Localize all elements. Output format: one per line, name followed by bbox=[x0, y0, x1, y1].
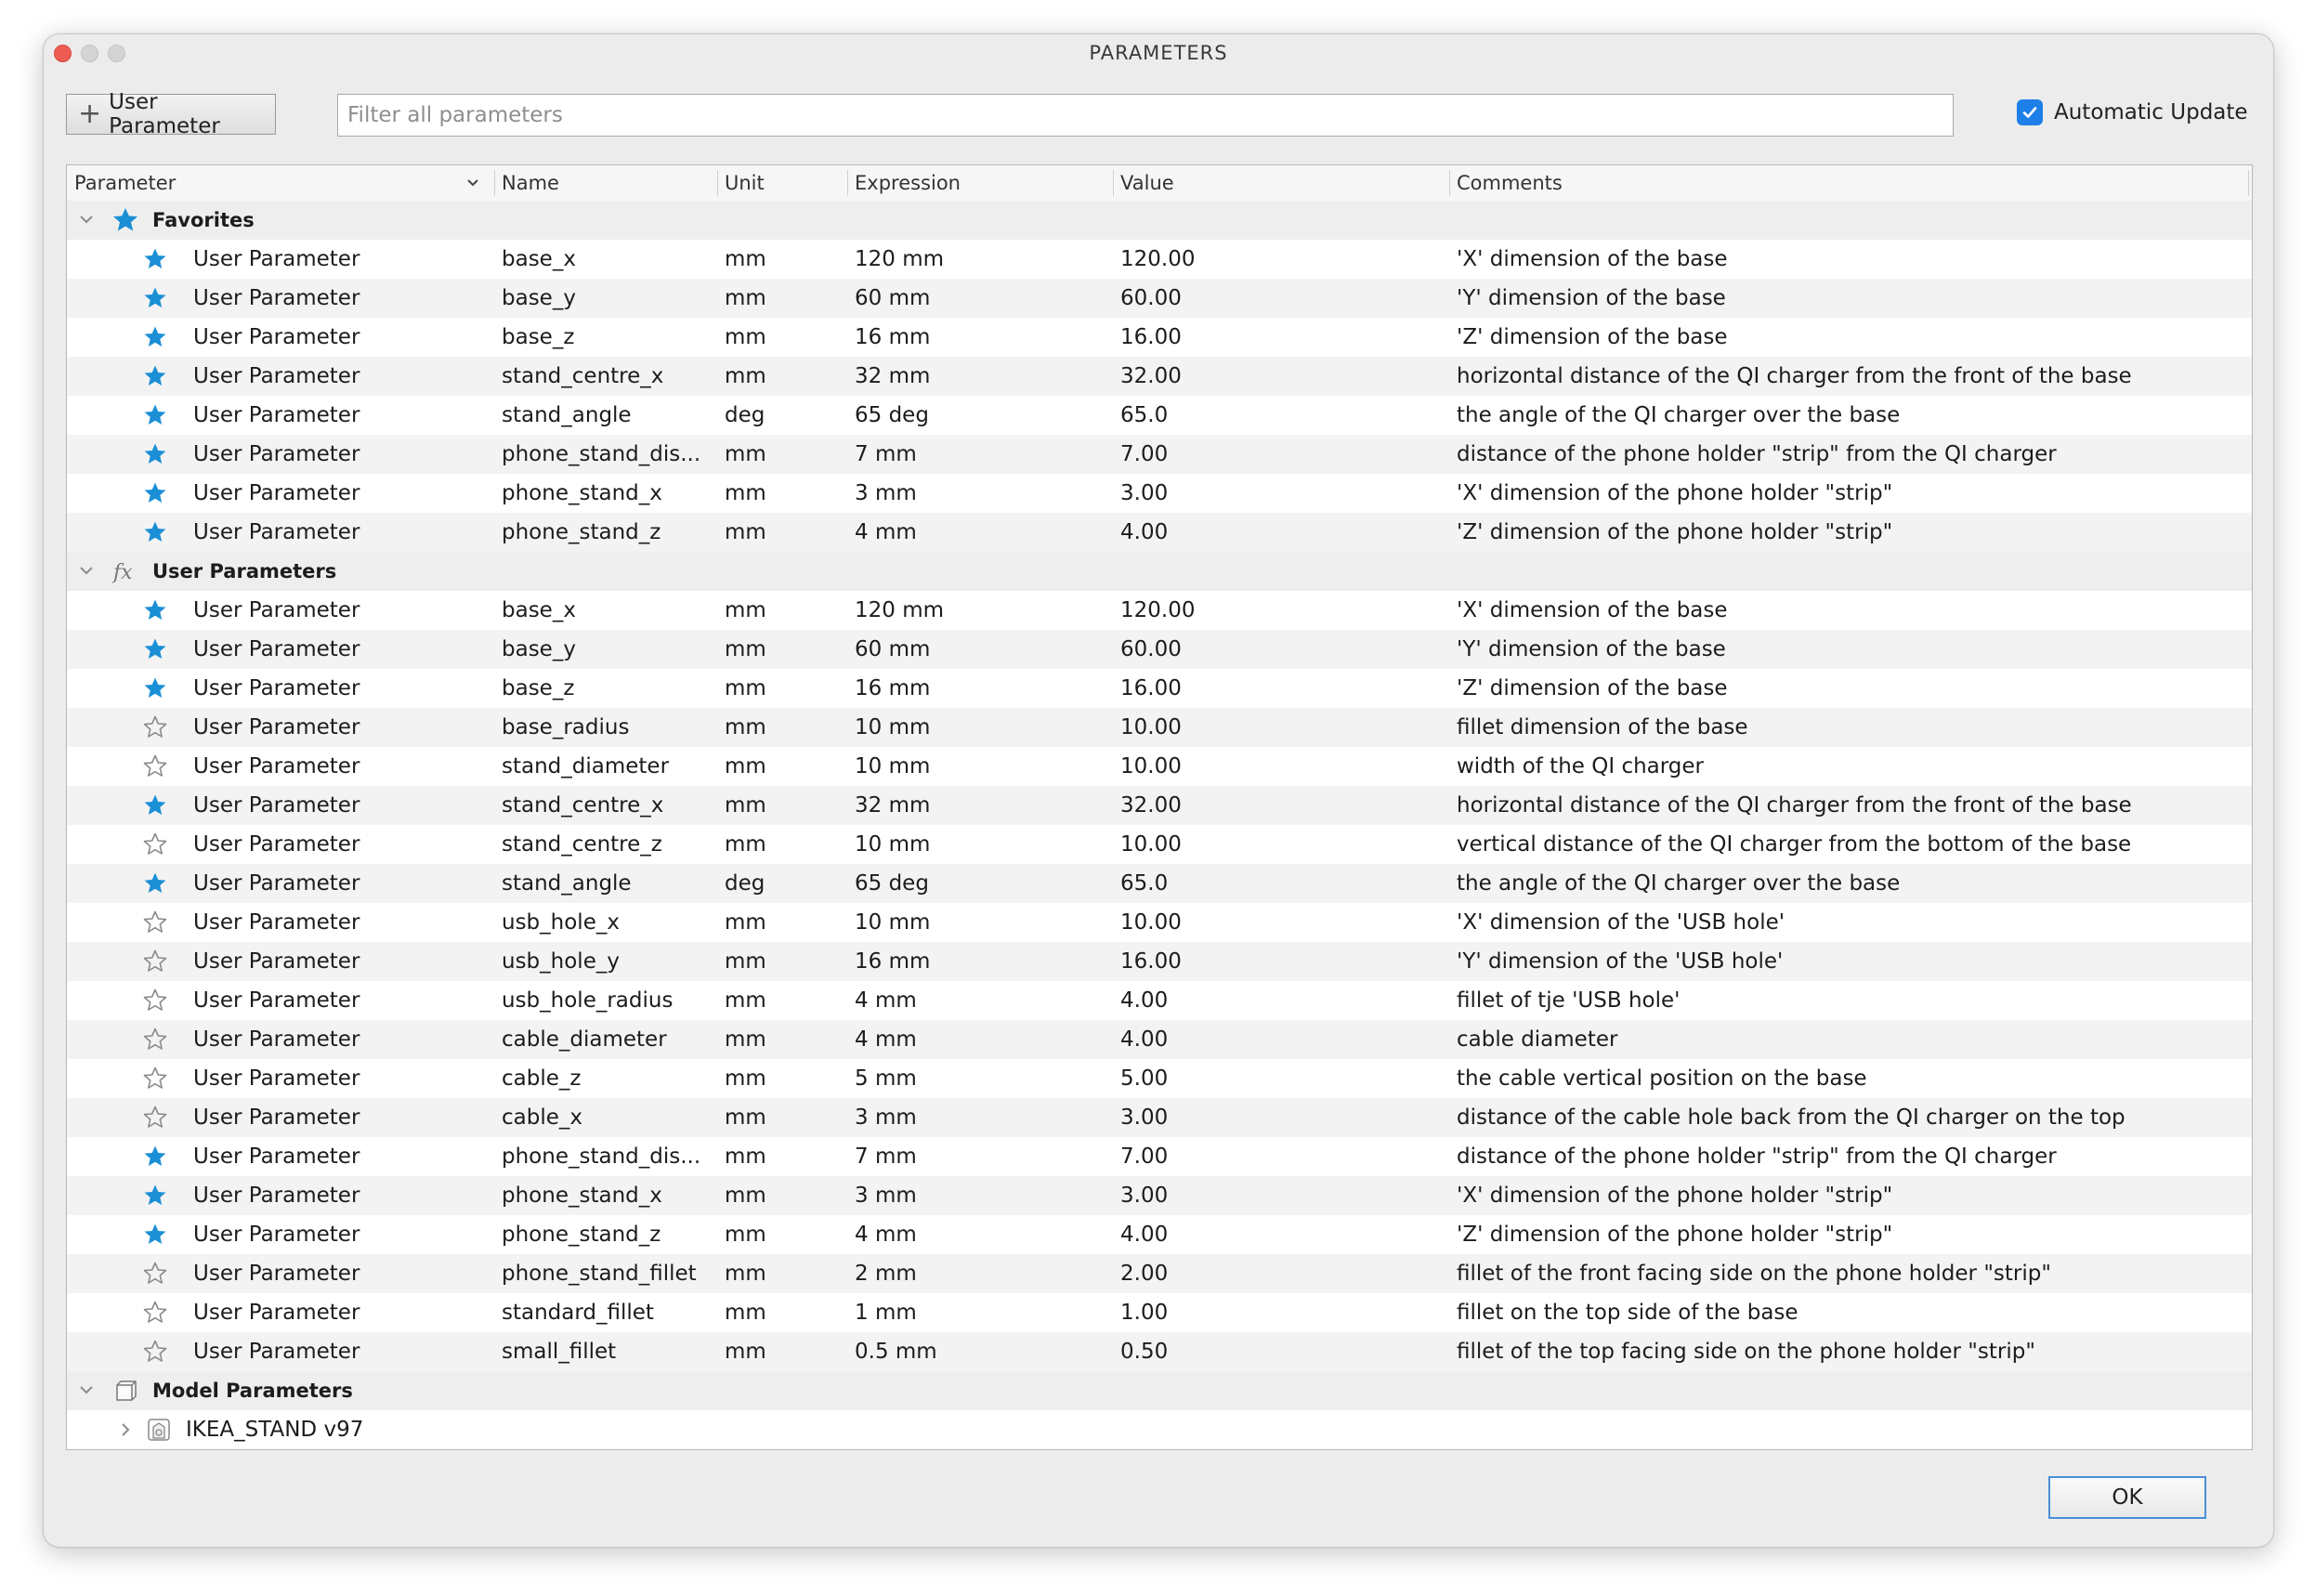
parameter-type: User Parameter bbox=[193, 1184, 360, 1208]
parameter-name: small_fillet bbox=[502, 1340, 617, 1364]
table-row[interactable] bbox=[67, 1293, 2252, 1332]
parameter-name: phone_stand_x bbox=[502, 1184, 662, 1208]
parameter-expression: 10 mm bbox=[855, 754, 931, 778]
parameter-name: usb_hole_x bbox=[502, 910, 620, 935]
parameter-value: 4.00 bbox=[1120, 988, 1169, 1013]
table-row[interactable] bbox=[67, 864, 2252, 903]
table-row[interactable] bbox=[67, 1176, 2252, 1215]
parameter-expression: 4 mm bbox=[855, 988, 917, 1013]
parameter-value: 4.00 bbox=[1120, 520, 1169, 544]
star-outline-icon[interactable] bbox=[143, 747, 167, 786]
chevron-right-icon[interactable] bbox=[117, 1410, 134, 1449]
parameter-type: User Parameter bbox=[193, 715, 360, 739]
parameter-comment: the cable vertical position on the base bbox=[1457, 1066, 1867, 1091]
star-filled-icon[interactable] bbox=[143, 1137, 167, 1176]
parameter-unit: deg bbox=[725, 871, 765, 896]
parameter-value: 16.00 bbox=[1120, 676, 1182, 700]
star-filled-icon[interactable] bbox=[143, 513, 167, 552]
parameter-type: User Parameter bbox=[193, 364, 360, 388]
parameter-expression: 0.5 mm bbox=[855, 1340, 937, 1364]
parameter-unit: mm bbox=[725, 1066, 766, 1091]
parameter-comment: fillet on the top side of the base bbox=[1457, 1301, 1798, 1325]
parameter-comment: fillet dimension of the base bbox=[1457, 715, 1748, 739]
parameter-comment: vertical distance of the QI charger from the bottom of the base bbox=[1457, 832, 2132, 857]
parameter-name: stand_diameter bbox=[502, 754, 670, 778]
parameter-comment: the angle of the QI charger over the base bbox=[1457, 871, 1901, 896]
parameter-type: User Parameter bbox=[193, 286, 360, 310]
parameter-unit: mm bbox=[725, 637, 766, 661]
window-title: PARAMETERS bbox=[1089, 42, 1228, 64]
parameter-value: 16.00 bbox=[1120, 949, 1182, 974]
parameter-value: 120.00 bbox=[1120, 598, 1196, 622]
parameter-comment: horizontal distance of the QI charger from the front of the base bbox=[1457, 364, 2132, 388]
column-header-name[interactable]: Name bbox=[502, 172, 559, 194]
parameter-comment: fillet of the front facing side on the phone holder "strip" bbox=[1457, 1262, 2051, 1286]
table-row[interactable] bbox=[67, 903, 2252, 942]
table-row[interactable] bbox=[67, 1137, 2252, 1176]
parameter-comment: 'X' dimension of the phone holder "strip" bbox=[1457, 481, 1893, 505]
star-outline-icon[interactable] bbox=[143, 708, 167, 747]
parameter-value: 7.00 bbox=[1120, 1145, 1169, 1169]
parameter-comment: 'Y' dimension of the base bbox=[1457, 286, 1726, 310]
parameter-value: 3.00 bbox=[1120, 1184, 1169, 1208]
automatic-update-toggle[interactable] bbox=[2017, 99, 2248, 125]
parameter-value: 3.00 bbox=[1120, 1105, 1169, 1130]
parameter-name: usb_hole_y bbox=[502, 949, 620, 974]
star-filled-icon[interactable] bbox=[143, 591, 167, 630]
star-filled-icon[interactable] bbox=[143, 864, 167, 903]
star-filled-icon[interactable] bbox=[143, 435, 167, 474]
table-row[interactable] bbox=[67, 396, 2252, 435]
parameter-name: stand_angle bbox=[502, 403, 632, 427]
star-outline-icon[interactable] bbox=[143, 942, 167, 981]
parameter-name: phone_stand_dis... bbox=[502, 1145, 701, 1169]
parameter-type: User Parameter bbox=[193, 1027, 360, 1052]
parameter-comment: distance of the phone holder "strip" from the QI charger bbox=[1457, 442, 2057, 466]
parameter-value: 10.00 bbox=[1120, 754, 1182, 778]
star-filled-icon[interactable] bbox=[143, 474, 167, 513]
parameter-name: base_y bbox=[502, 286, 576, 310]
component-icon bbox=[145, 1410, 173, 1449]
parameter-expression: 3 mm bbox=[855, 1105, 917, 1130]
parameter-comment: horizontal distance of the QI charger from the front of the base bbox=[1457, 793, 2132, 818]
parameter-type: User Parameter bbox=[193, 910, 360, 935]
parameter-type: User Parameter bbox=[193, 637, 360, 661]
parameter-comment: 'Z' dimension of the base bbox=[1457, 325, 1728, 349]
parameter-expression: 120 mm bbox=[855, 247, 945, 271]
parameter-unit: mm bbox=[725, 598, 766, 622]
parameter-value: 10.00 bbox=[1120, 832, 1182, 857]
table-row[interactable] bbox=[67, 786, 2252, 825]
chevron-down-icon[interactable] bbox=[78, 201, 95, 240]
parameter-unit: mm bbox=[725, 442, 766, 466]
component-name: IKEA_STAND v97 bbox=[186, 1418, 364, 1442]
parameter-comment: fillet of the top facing side on the phone holder "strip" bbox=[1457, 1340, 2035, 1364]
parameter-comment: 'X' dimension of the 'USB hole' bbox=[1457, 910, 1785, 935]
parameter-unit: mm bbox=[725, 676, 766, 700]
add-user-parameter-label: User Parameter bbox=[109, 90, 220, 138]
parameter-value: 60.00 bbox=[1120, 286, 1182, 310]
automatic-update-checkbox[interactable] bbox=[2017, 99, 2043, 125]
parameter-name: stand_centre_x bbox=[502, 364, 664, 388]
parameter-value: 2.00 bbox=[1120, 1262, 1169, 1286]
parameter-expression: 60 mm bbox=[855, 286, 931, 310]
parameter-name: base_y bbox=[502, 637, 576, 661]
parameter-unit: mm bbox=[725, 793, 766, 818]
parameter-expression: 3 mm bbox=[855, 481, 917, 505]
parameter-name: base_z bbox=[502, 325, 575, 349]
parameter-expression: 10 mm bbox=[855, 715, 931, 739]
parameter-name: usb_hole_radius bbox=[502, 988, 674, 1013]
parameters-table bbox=[66, 164, 2253, 1450]
parameter-comment: 'X' dimension of the base bbox=[1457, 598, 1728, 622]
star-filled-icon[interactable] bbox=[143, 630, 167, 669]
star-filled-icon[interactable] bbox=[143, 396, 167, 435]
parameter-comment: cable diameter bbox=[1457, 1027, 1618, 1052]
parameter-unit: mm bbox=[725, 1262, 766, 1286]
ok-button[interactable]: OK bbox=[2048, 1476, 2206, 1519]
table-row[interactable] bbox=[67, 474, 2252, 513]
parameter-unit: mm bbox=[725, 481, 766, 505]
star-outline-icon[interactable] bbox=[143, 1059, 167, 1098]
parameter-unit: mm bbox=[725, 364, 766, 388]
parameter-name: stand_centre_x bbox=[502, 793, 664, 818]
fx-icon bbox=[111, 552, 139, 591]
parameter-type: User Parameter bbox=[193, 247, 360, 271]
table-row[interactable] bbox=[67, 435, 2252, 474]
chevron-down-icon[interactable] bbox=[466, 178, 479, 188]
parameter-unit: mm bbox=[725, 1340, 766, 1364]
star-outline-icon[interactable] bbox=[143, 903, 167, 942]
cube-icon bbox=[111, 1371, 139, 1410]
table-row[interactable] bbox=[67, 630, 2252, 669]
table-row[interactable] bbox=[67, 747, 2252, 786]
parameter-expression: 32 mm bbox=[855, 793, 931, 818]
group-title: User Parameters bbox=[152, 560, 337, 582]
parameter-name: base_x bbox=[502, 247, 576, 271]
parameter-expression: 10 mm bbox=[855, 832, 931, 857]
parameter-unit: deg bbox=[725, 403, 765, 427]
parameter-name: base_x bbox=[502, 598, 576, 622]
parameter-comment: fillet of tje 'USB hole' bbox=[1457, 988, 1681, 1013]
table-row[interactable] bbox=[67, 1059, 2252, 1098]
parameter-value: 10.00 bbox=[1120, 910, 1182, 935]
parameter-value: 60.00 bbox=[1120, 637, 1182, 661]
parameter-unit: mm bbox=[725, 1223, 766, 1247]
table-row[interactable] bbox=[67, 942, 2252, 981]
parameter-name: standard_fillet bbox=[502, 1301, 654, 1325]
parameter-expression: 4 mm bbox=[855, 1027, 917, 1052]
parameter-type: User Parameter bbox=[193, 949, 360, 974]
parameter-expression: 65 deg bbox=[855, 871, 929, 896]
parameter-type: User Parameter bbox=[193, 832, 360, 857]
table-row[interactable] bbox=[67, 318, 2252, 357]
parameter-type: User Parameter bbox=[193, 988, 360, 1013]
parameter-type: User Parameter bbox=[193, 871, 360, 896]
parameter-type: User Parameter bbox=[193, 1145, 360, 1169]
parameter-value: 0.50 bbox=[1120, 1340, 1169, 1364]
parameter-type: User Parameter bbox=[193, 520, 360, 544]
parameter-value: 5.00 bbox=[1120, 1066, 1169, 1091]
parameter-type: User Parameter bbox=[193, 1340, 360, 1364]
column-header-unit[interactable]: Unit bbox=[725, 172, 765, 194]
star-filled-icon[interactable] bbox=[143, 669, 167, 708]
column-header-value[interactable]: Value bbox=[1120, 172, 1174, 194]
parameter-comment: 'Z' dimension of the phone holder "strip" bbox=[1457, 1223, 1893, 1247]
table-header bbox=[67, 165, 2252, 202]
parameter-expression: 3 mm bbox=[855, 1184, 917, 1208]
column-header-parameter[interactable]: Parameter bbox=[74, 172, 177, 194]
parameter-type: User Parameter bbox=[193, 1262, 360, 1286]
parameter-unit: mm bbox=[725, 754, 766, 778]
parameter-unit: mm bbox=[725, 949, 766, 974]
parameter-type: User Parameter bbox=[193, 1223, 360, 1247]
parameter-value: 32.00 bbox=[1120, 364, 1182, 388]
table-row[interactable] bbox=[67, 708, 2252, 747]
table-row[interactable] bbox=[67, 1254, 2252, 1293]
parameter-unit: mm bbox=[725, 1184, 766, 1208]
star-filled-icon[interactable] bbox=[143, 318, 167, 357]
star-outline-icon[interactable] bbox=[143, 1098, 167, 1137]
svg-text:fx: fx bbox=[113, 561, 133, 584]
parameter-value: 65.0 bbox=[1120, 871, 1169, 896]
parameter-expression: 16 mm bbox=[855, 949, 931, 974]
group-row-model[interactable] bbox=[67, 1371, 2252, 1410]
parameter-unit: mm bbox=[725, 832, 766, 857]
parameter-expression: 4 mm bbox=[855, 520, 917, 544]
add-user-parameter-button[interactable] bbox=[66, 90, 276, 138]
parameter-name: cable_x bbox=[502, 1105, 582, 1130]
table-row[interactable] bbox=[67, 591, 2252, 630]
filter-parameters-input[interactable] bbox=[337, 94, 1954, 137]
parameter-type: User Parameter bbox=[193, 1301, 360, 1325]
parameter-name: cable_z bbox=[502, 1066, 582, 1091]
parameter-unit: mm bbox=[725, 325, 766, 349]
parameter-expression: 7 mm bbox=[855, 1145, 917, 1169]
parameter-type: User Parameter bbox=[193, 1105, 360, 1130]
star-outline-icon[interactable] bbox=[143, 1254, 167, 1293]
plus-icon: + bbox=[78, 98, 102, 130]
parameter-type: User Parameter bbox=[193, 754, 360, 778]
column-header-comments[interactable]: Comments bbox=[1457, 172, 1563, 194]
column-header-expression[interactable]: Expression bbox=[855, 172, 961, 194]
table-row[interactable] bbox=[67, 240, 2252, 279]
parameter-comment: distance of the phone holder "strip" from the QI charger bbox=[1457, 1145, 2057, 1169]
parameter-type: User Parameter bbox=[193, 442, 360, 466]
parameter-type: User Parameter bbox=[193, 676, 360, 700]
star-filled-icon[interactable] bbox=[143, 1215, 167, 1254]
table-row[interactable] bbox=[67, 1332, 2252, 1371]
table-row[interactable] bbox=[67, 1098, 2252, 1137]
parameters-dialog bbox=[43, 33, 2274, 1548]
chevron-down-icon[interactable] bbox=[78, 1371, 95, 1410]
parameter-comment: width of the QI charger bbox=[1457, 754, 1705, 778]
parameter-value: 1.00 bbox=[1120, 1301, 1169, 1325]
group-row-favorites[interactable] bbox=[67, 201, 2252, 240]
parameter-expression: 5 mm bbox=[855, 1066, 917, 1091]
parameter-name: base_radius bbox=[502, 715, 630, 739]
parameter-expression: 2 mm bbox=[855, 1262, 917, 1286]
parameter-value: 65.0 bbox=[1120, 403, 1169, 427]
parameter-unit: mm bbox=[725, 1145, 766, 1169]
table-row[interactable] bbox=[67, 513, 2252, 552]
parameter-name: stand_centre_z bbox=[502, 832, 662, 857]
parameter-value: 10.00 bbox=[1120, 715, 1182, 739]
parameter-expression: 120 mm bbox=[855, 598, 945, 622]
star-outline-icon[interactable] bbox=[143, 1020, 167, 1059]
group-title: Model Parameters bbox=[152, 1380, 353, 1402]
parameter-value: 32.00 bbox=[1120, 793, 1182, 818]
parameter-value: 4.00 bbox=[1120, 1223, 1169, 1247]
table-row[interactable] bbox=[67, 825, 2252, 864]
star-filled-icon[interactable] bbox=[143, 357, 167, 396]
parameter-comment: 'Z' dimension of the phone holder "strip" bbox=[1457, 520, 1893, 544]
parameter-name: phone_stand_z bbox=[502, 520, 661, 544]
parameter-comment: 'X' dimension of the base bbox=[1457, 247, 1728, 271]
star-filled-icon[interactable] bbox=[143, 240, 167, 279]
star-filled-icon[interactable] bbox=[143, 1176, 167, 1215]
table-row[interactable] bbox=[67, 981, 2252, 1020]
parameter-name: phone_stand_fillet bbox=[502, 1262, 697, 1286]
parameter-type: User Parameter bbox=[193, 325, 360, 349]
parameter-value: 120.00 bbox=[1120, 247, 1196, 271]
title-bar bbox=[44, 34, 2273, 72]
parameter-expression: 16 mm bbox=[855, 676, 931, 700]
parameter-type: User Parameter bbox=[193, 793, 360, 818]
parameter-unit: mm bbox=[725, 1027, 766, 1052]
parameter-type: User Parameter bbox=[193, 481, 360, 505]
star-outline-icon[interactable] bbox=[143, 981, 167, 1020]
parameter-unit: mm bbox=[725, 247, 766, 271]
parameter-comment: 'X' dimension of the phone holder "strip" bbox=[1457, 1184, 1893, 1208]
star-outline-icon[interactable] bbox=[143, 1332, 167, 1371]
parameter-type: User Parameter bbox=[193, 1066, 360, 1091]
table-row[interactable] bbox=[67, 357, 2252, 396]
parameter-expression: 7 mm bbox=[855, 442, 917, 466]
model-component-row[interactable] bbox=[67, 1410, 2252, 1449]
parameter-expression: 60 mm bbox=[855, 637, 931, 661]
star-outline-icon[interactable] bbox=[143, 1293, 167, 1332]
automatic-update-label: Automatic Update bbox=[2054, 100, 2248, 124]
parameter-value: 16.00 bbox=[1120, 325, 1182, 349]
parameter-type: User Parameter bbox=[193, 598, 360, 622]
parameter-value: 7.00 bbox=[1120, 442, 1169, 466]
parameter-comment: distance of the cable hole back from the QI charger on the top bbox=[1457, 1105, 2125, 1130]
parameter-unit: mm bbox=[725, 520, 766, 544]
parameter-expression: 4 mm bbox=[855, 1223, 917, 1247]
parameter-unit: mm bbox=[725, 286, 766, 310]
parameter-unit: mm bbox=[725, 1105, 766, 1130]
parameter-name: phone_stand_dis... bbox=[502, 442, 701, 466]
parameter-expression: 65 deg bbox=[855, 403, 929, 427]
parameter-expression: 10 mm bbox=[855, 910, 931, 935]
group-row-user[interactable] bbox=[67, 552, 2252, 591]
parameter-name: stand_angle bbox=[502, 871, 632, 896]
star-outline-icon[interactable] bbox=[143, 825, 167, 864]
parameter-unit: mm bbox=[725, 988, 766, 1013]
parameter-type: User Parameter bbox=[193, 403, 360, 427]
parameter-value: 4.00 bbox=[1120, 1027, 1169, 1052]
parameter-name: cable_diameter bbox=[502, 1027, 667, 1052]
star-filled-icon[interactable] bbox=[143, 786, 167, 825]
parameter-name: base_z bbox=[502, 676, 575, 700]
parameter-name: phone_stand_x bbox=[502, 481, 662, 505]
star-filled-icon[interactable] bbox=[143, 279, 167, 318]
table-row[interactable] bbox=[67, 669, 2252, 708]
parameter-unit: mm bbox=[725, 715, 766, 739]
group-title: Favorites bbox=[152, 209, 255, 231]
parameter-expression: 32 mm bbox=[855, 364, 931, 388]
parameter-name: phone_stand_z bbox=[502, 1223, 661, 1247]
chevron-down-icon[interactable] bbox=[78, 552, 95, 591]
checkmark-icon bbox=[2021, 104, 2038, 121]
parameter-expression: 1 mm bbox=[855, 1301, 917, 1325]
parameter-value: 3.00 bbox=[1120, 481, 1169, 505]
parameter-unit: mm bbox=[725, 1301, 766, 1325]
parameter-comment: the angle of the QI charger over the base bbox=[1457, 403, 1901, 427]
star-icon bbox=[111, 201, 139, 240]
parameter-comment: 'Y' dimension of the 'USB hole' bbox=[1457, 949, 1784, 974]
parameter-expression: 16 mm bbox=[855, 325, 931, 349]
table-row[interactable] bbox=[67, 1020, 2252, 1059]
table-row[interactable] bbox=[67, 279, 2252, 318]
parameter-comment: 'Y' dimension of the base bbox=[1457, 637, 1726, 661]
table-row[interactable] bbox=[67, 1215, 2252, 1254]
parameter-unit: mm bbox=[725, 910, 766, 935]
parameter-comment: 'Z' dimension of the base bbox=[1457, 676, 1728, 700]
